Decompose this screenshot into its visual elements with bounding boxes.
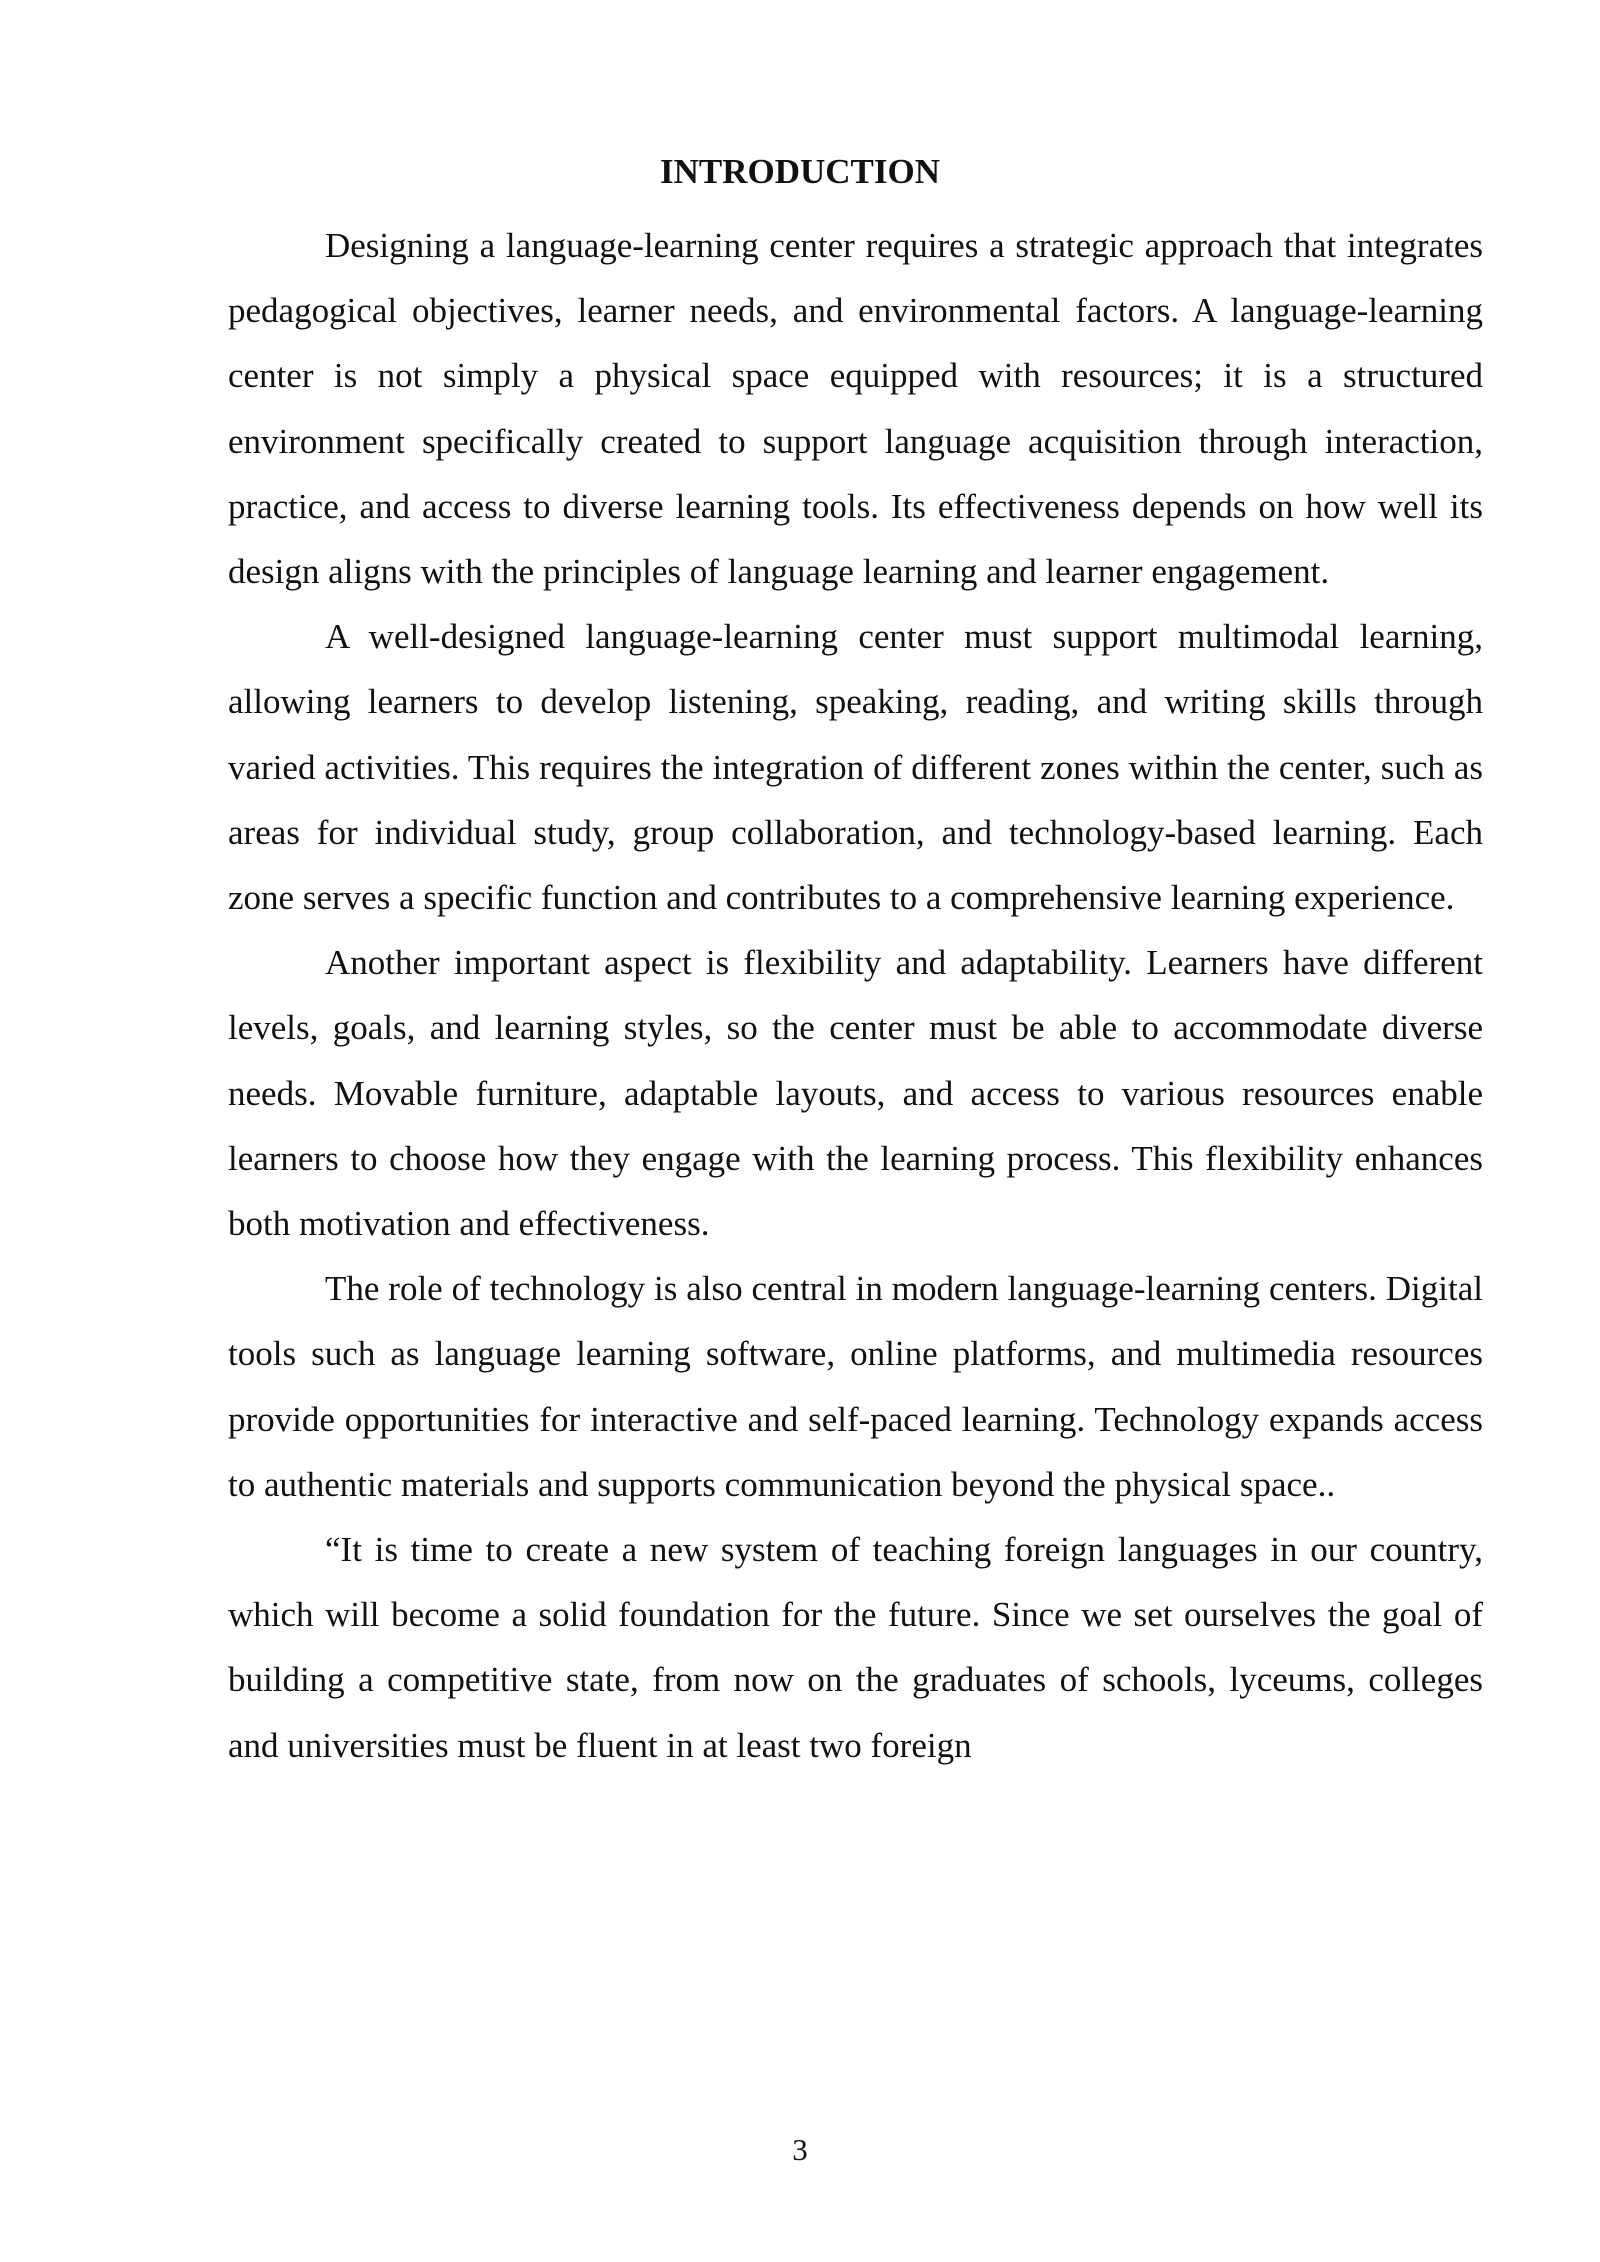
section-heading: INTRODUCTION	[659, 152, 941, 191]
paragraph-4: The role of technology is also central in modern language-learning centers. Digital tools such as language learning software, online platforms, and multimedia resources provide opportunities for interactive and self-paced learning. Technology expands access to authentic materials and supports communication beyond the physical space..	[228, 1269, 1483, 1504]
body-text	[228, 213, 1483, 1778]
paragraph-3: Another important aspect is flexibility and adaptability. Learners have different levels, goals, and learning styles, so the center must be able to accommodate diverse needs. Movable furniture, adaptable layouts, and access to various resources enable learners to choose how they engage with the learning process. This flexibility enhances both motivation and effectiveness.	[228, 943, 1483, 1244]
paragraph-2: A well-designed language-learning center must support multimodal learning, allowing learners to develop listening, speaking, reading, and writing skills through varied activities. This requires the integration of different zones within the center, such as areas for individual study, group collaboration, and technology-based learning. Each zone serves a specific function and contributes to a comprehensive learning experience.	[228, 617, 1483, 918]
page-number: 3	[792, 2132, 808, 2167]
paragraph-1: Designing a language-learning center requires a strategic approach that integrates pedagogical objectives, learner needs, and environmental factors. A language-learning center is not simply a physical space equipped with resources; it is a structured environment specifically created to support language acquisition through interaction, practice, and access to diverse learning tools. Its effectiveness depends on how well its design aligns with the principles of language learning and learner engagement.	[228, 226, 1483, 592]
paragraph-5: “It is time to create a new system of teaching foreign languages in our country, which will become a solid foundation for the future. Since we set ourselves the goal of building a competitive state, from now on the graduates of schools, lyceums, colleges and universities must be fluent in at least two foreign	[228, 1530, 1483, 1765]
